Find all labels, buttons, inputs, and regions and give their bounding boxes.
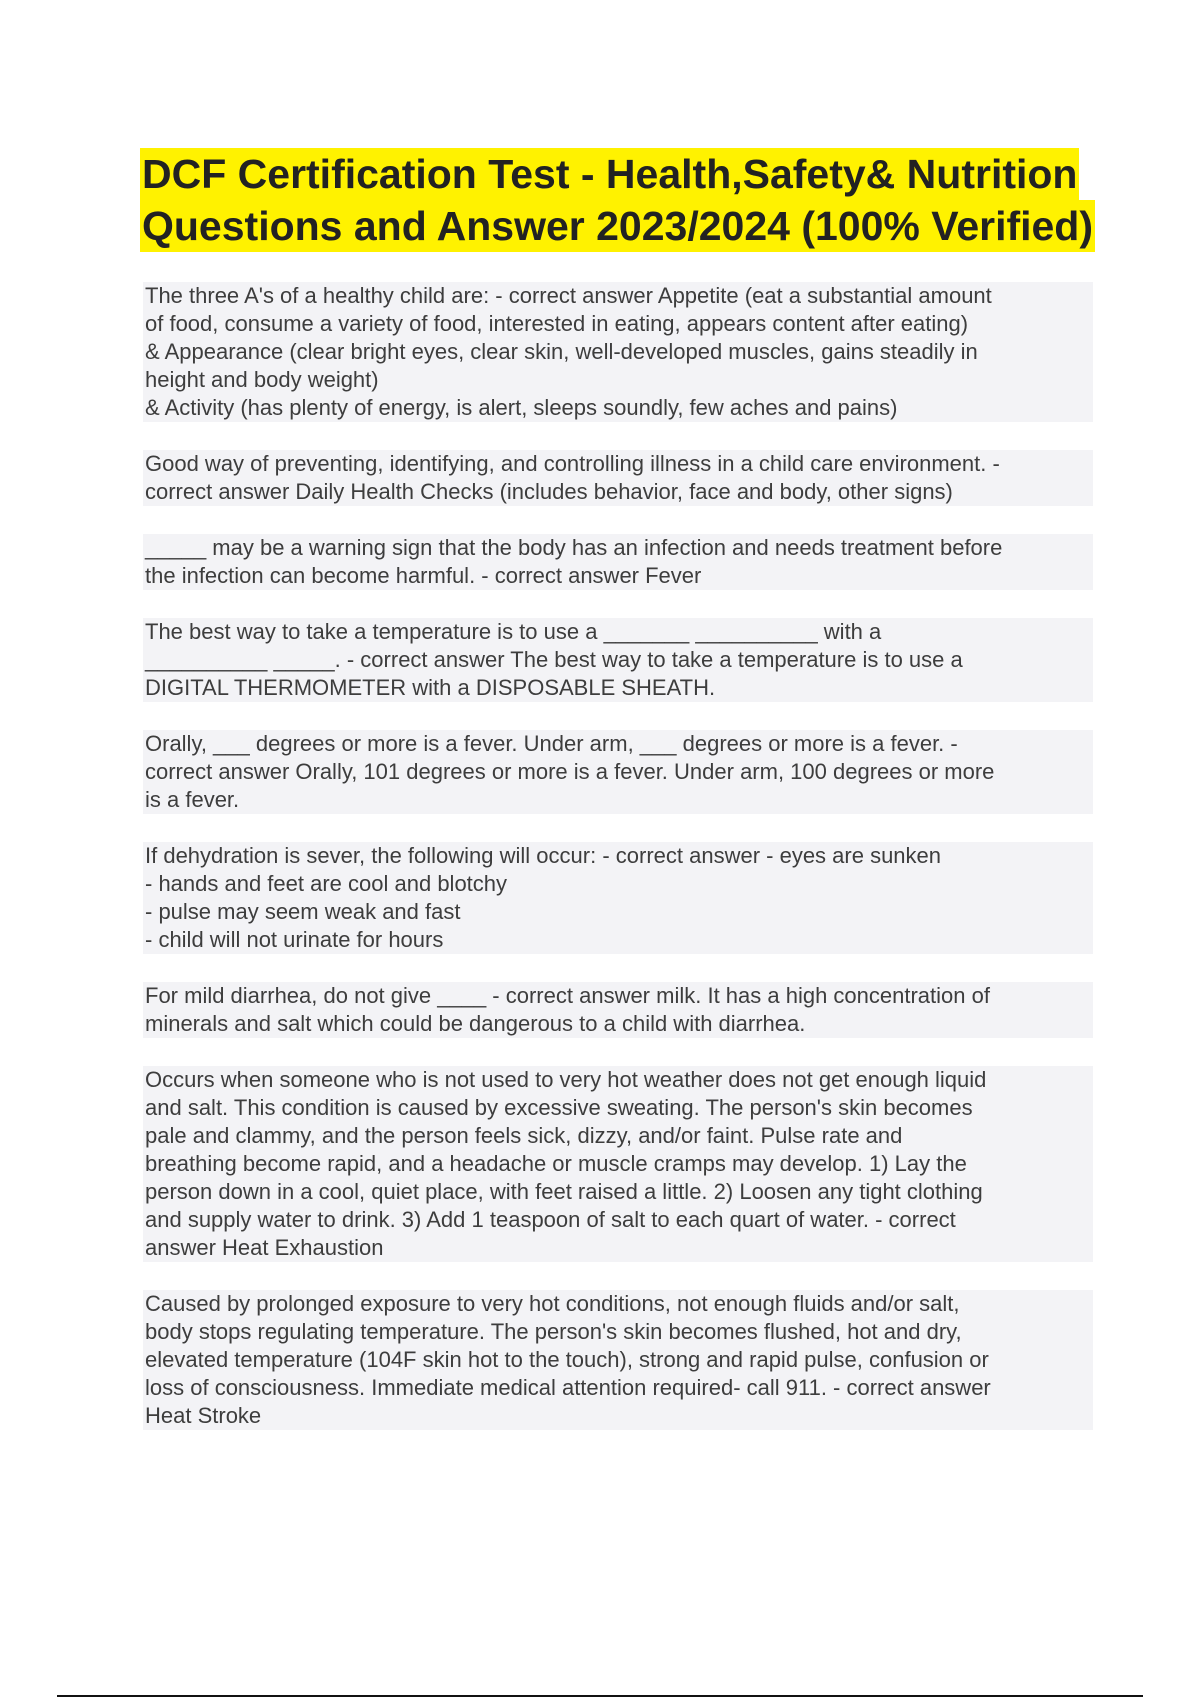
title-line-1: DCF Certification Test - Health,Safety& Nutrition (140, 148, 1079, 200)
qa-item: For mild diarrhea, do not give ____ - correct answer milk. It has a high concentration of minerals and salt which could be dangerous to a child with diarrhea. (143, 982, 1093, 1038)
document-title (140, 148, 1180, 252)
qa-item: The best way to take a temperature is to use a _______ __________ with a __________ _____. - correct answer The best way to take a temperature is to use a DIGITAL THERMOMETER with a DISPOSABLE SHEATH. (143, 618, 1093, 702)
qa-item: Good way of preventing, identifying, and controlling illness in a child care environment. - correct answer Daily Health Checks (includes behavior, face and body, other signs) (143, 450, 1093, 506)
qa-item: _____ may be a warning sign that the body has an infection and needs treatment before the infection can become harmful. - correct answer Fever (143, 534, 1093, 590)
footer-divider (57, 1695, 1143, 1697)
qa-item: Orally, ___ degrees or more is a fever. Under arm, ___ degrees or more is a fever. - correct answer Orally, 101 degrees or more is a fever. Under arm, 100 degrees or more is a fever. (143, 730, 1093, 814)
qa-item: The three A's of a healthy child are: - correct answer Appetite (eat a substantial amount of food, consume a variety of food, interested in eating, appears content after eating) & Appearance (clear bright eyes, clear skin, well-developed muscles, gains steadily in height and body weight) & Activity (has plenty of energy, is alert, sleeps soundly, few aches and pains) (143, 282, 1093, 422)
qa-item: Occurs when someone who is not used to very hot weather does not get enough liquid and salt. This condition is caused by excessive sweating. The person's skin becomes pale and clammy, and the person feels sick, dizzy, and/or faint. Pulse rate and breathing become rapid, and a headache or muscle cramps may develop. 1) Lay the person down in a cool, quiet place, with feet raised a little. 2) Loosen any tight clothing and supply water to drink. 3) Add 1 teaspoon of salt to each quart of water. - correct answer Heat Exhaustion (143, 1066, 1093, 1262)
title-line-2: Questions and Answer 2023/2024 (100% Verified) (140, 200, 1095, 252)
qa-item: If dehydration is sever, the following will occur: - correct answer - eyes are sunken - hands and feet are cool and blotchy - pulse may seem weak and fast - child will not urinate for hours (143, 842, 1093, 954)
qa-list (143, 282, 1093, 1458)
qa-item: Caused by prolonged exposure to very hot conditions, not enough fluids and/or salt, body stops regulating temperature. The person's skin becomes flushed, hot and dry, elevated temperature (104F skin hot to the touch), strong and rapid pulse, confusion or loss of consciousness. Immediate medical attention required- call 911. - correct answer Heat Stroke (143, 1290, 1093, 1430)
